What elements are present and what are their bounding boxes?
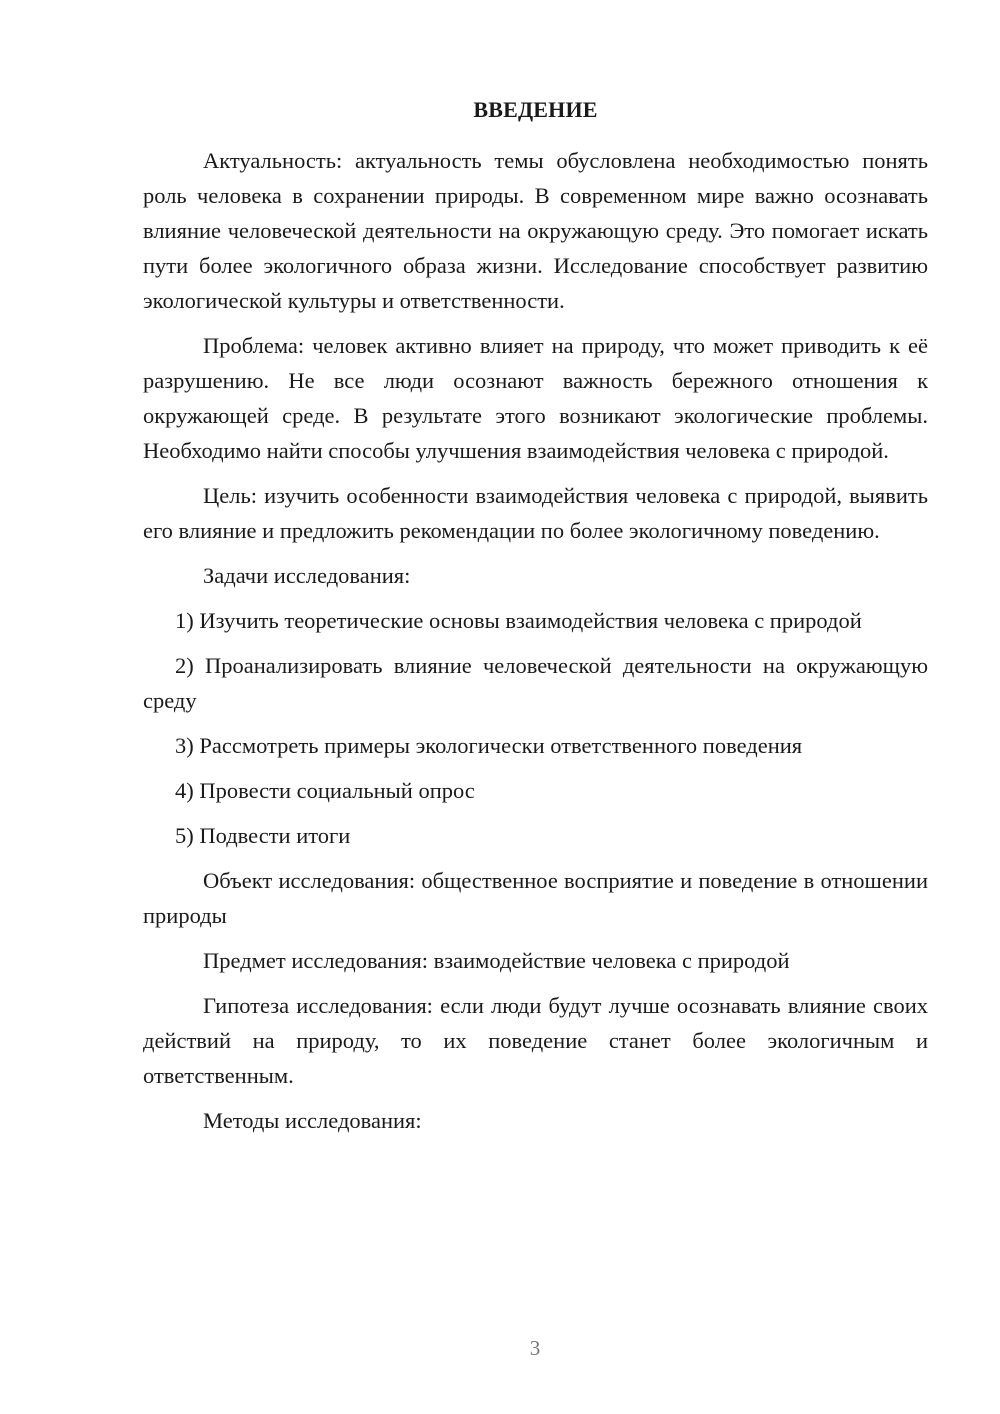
methods-heading: Методы исследования:: [203, 1108, 422, 1133]
object-paragraph: Объект исследования: общественное восприятие и поведение в отношении природы: [143, 868, 928, 928]
tasks-list: [143, 603, 928, 853]
subject-paragraph: Предмет исследования: взаимодействие человека с природой: [203, 948, 790, 973]
relevance-paragraph: Актуальность: актуальность темы обусловлена необходимостью понять роль человека в сохранении природы. В современном мире важно осознавать влияние человеческой деятельности на окружающую среду. Это помогает искать пути более экологичного образа жизни. Исследование способствует развитию экологической культуры и ответственности.: [143, 148, 928, 313]
problem-paragraph: Проблема: человек активно влияет на природу, что может приводить к её разрушению. Не все люди осознают важность бережного отношения к окружающей среде. В результате этого возникают экологические проблемы. Необходимо найти способы улучшения взаимодействия человека с природой.: [143, 333, 928, 463]
page-title: ВВЕДЕНИЕ: [473, 97, 598, 122]
hypothesis-paragraph: Гипотеза исследования: если люди будут лучше осознавать влияние своих действий на природу, то их поведение станет более экологичным и ответственным.: [143, 993, 928, 1088]
tasks-heading: Задачи исследования:: [203, 563, 411, 588]
list-item: 1) Изучить теоретические основы взаимодействия человека с природой: [175, 608, 862, 633]
list-item: 4) Провести социальный опрос: [175, 778, 475, 803]
list-item: 3) Рассмотреть примеры экологически ответственного поведения: [175, 733, 803, 758]
goal-paragraph: Цель: изучить особенности взаимодействия человека с природой, выявить его влияние и предложить рекомендации по более экологичному поведению.: [143, 483, 928, 543]
page-content: [143, 94, 928, 1148]
page-number: 3: [529, 1336, 541, 1360]
list-item: 5) Подвести итоги: [175, 823, 351, 848]
list-item: 2) Проанализировать влияние человеческой деятельности на окружающую среду: [143, 653, 928, 713]
